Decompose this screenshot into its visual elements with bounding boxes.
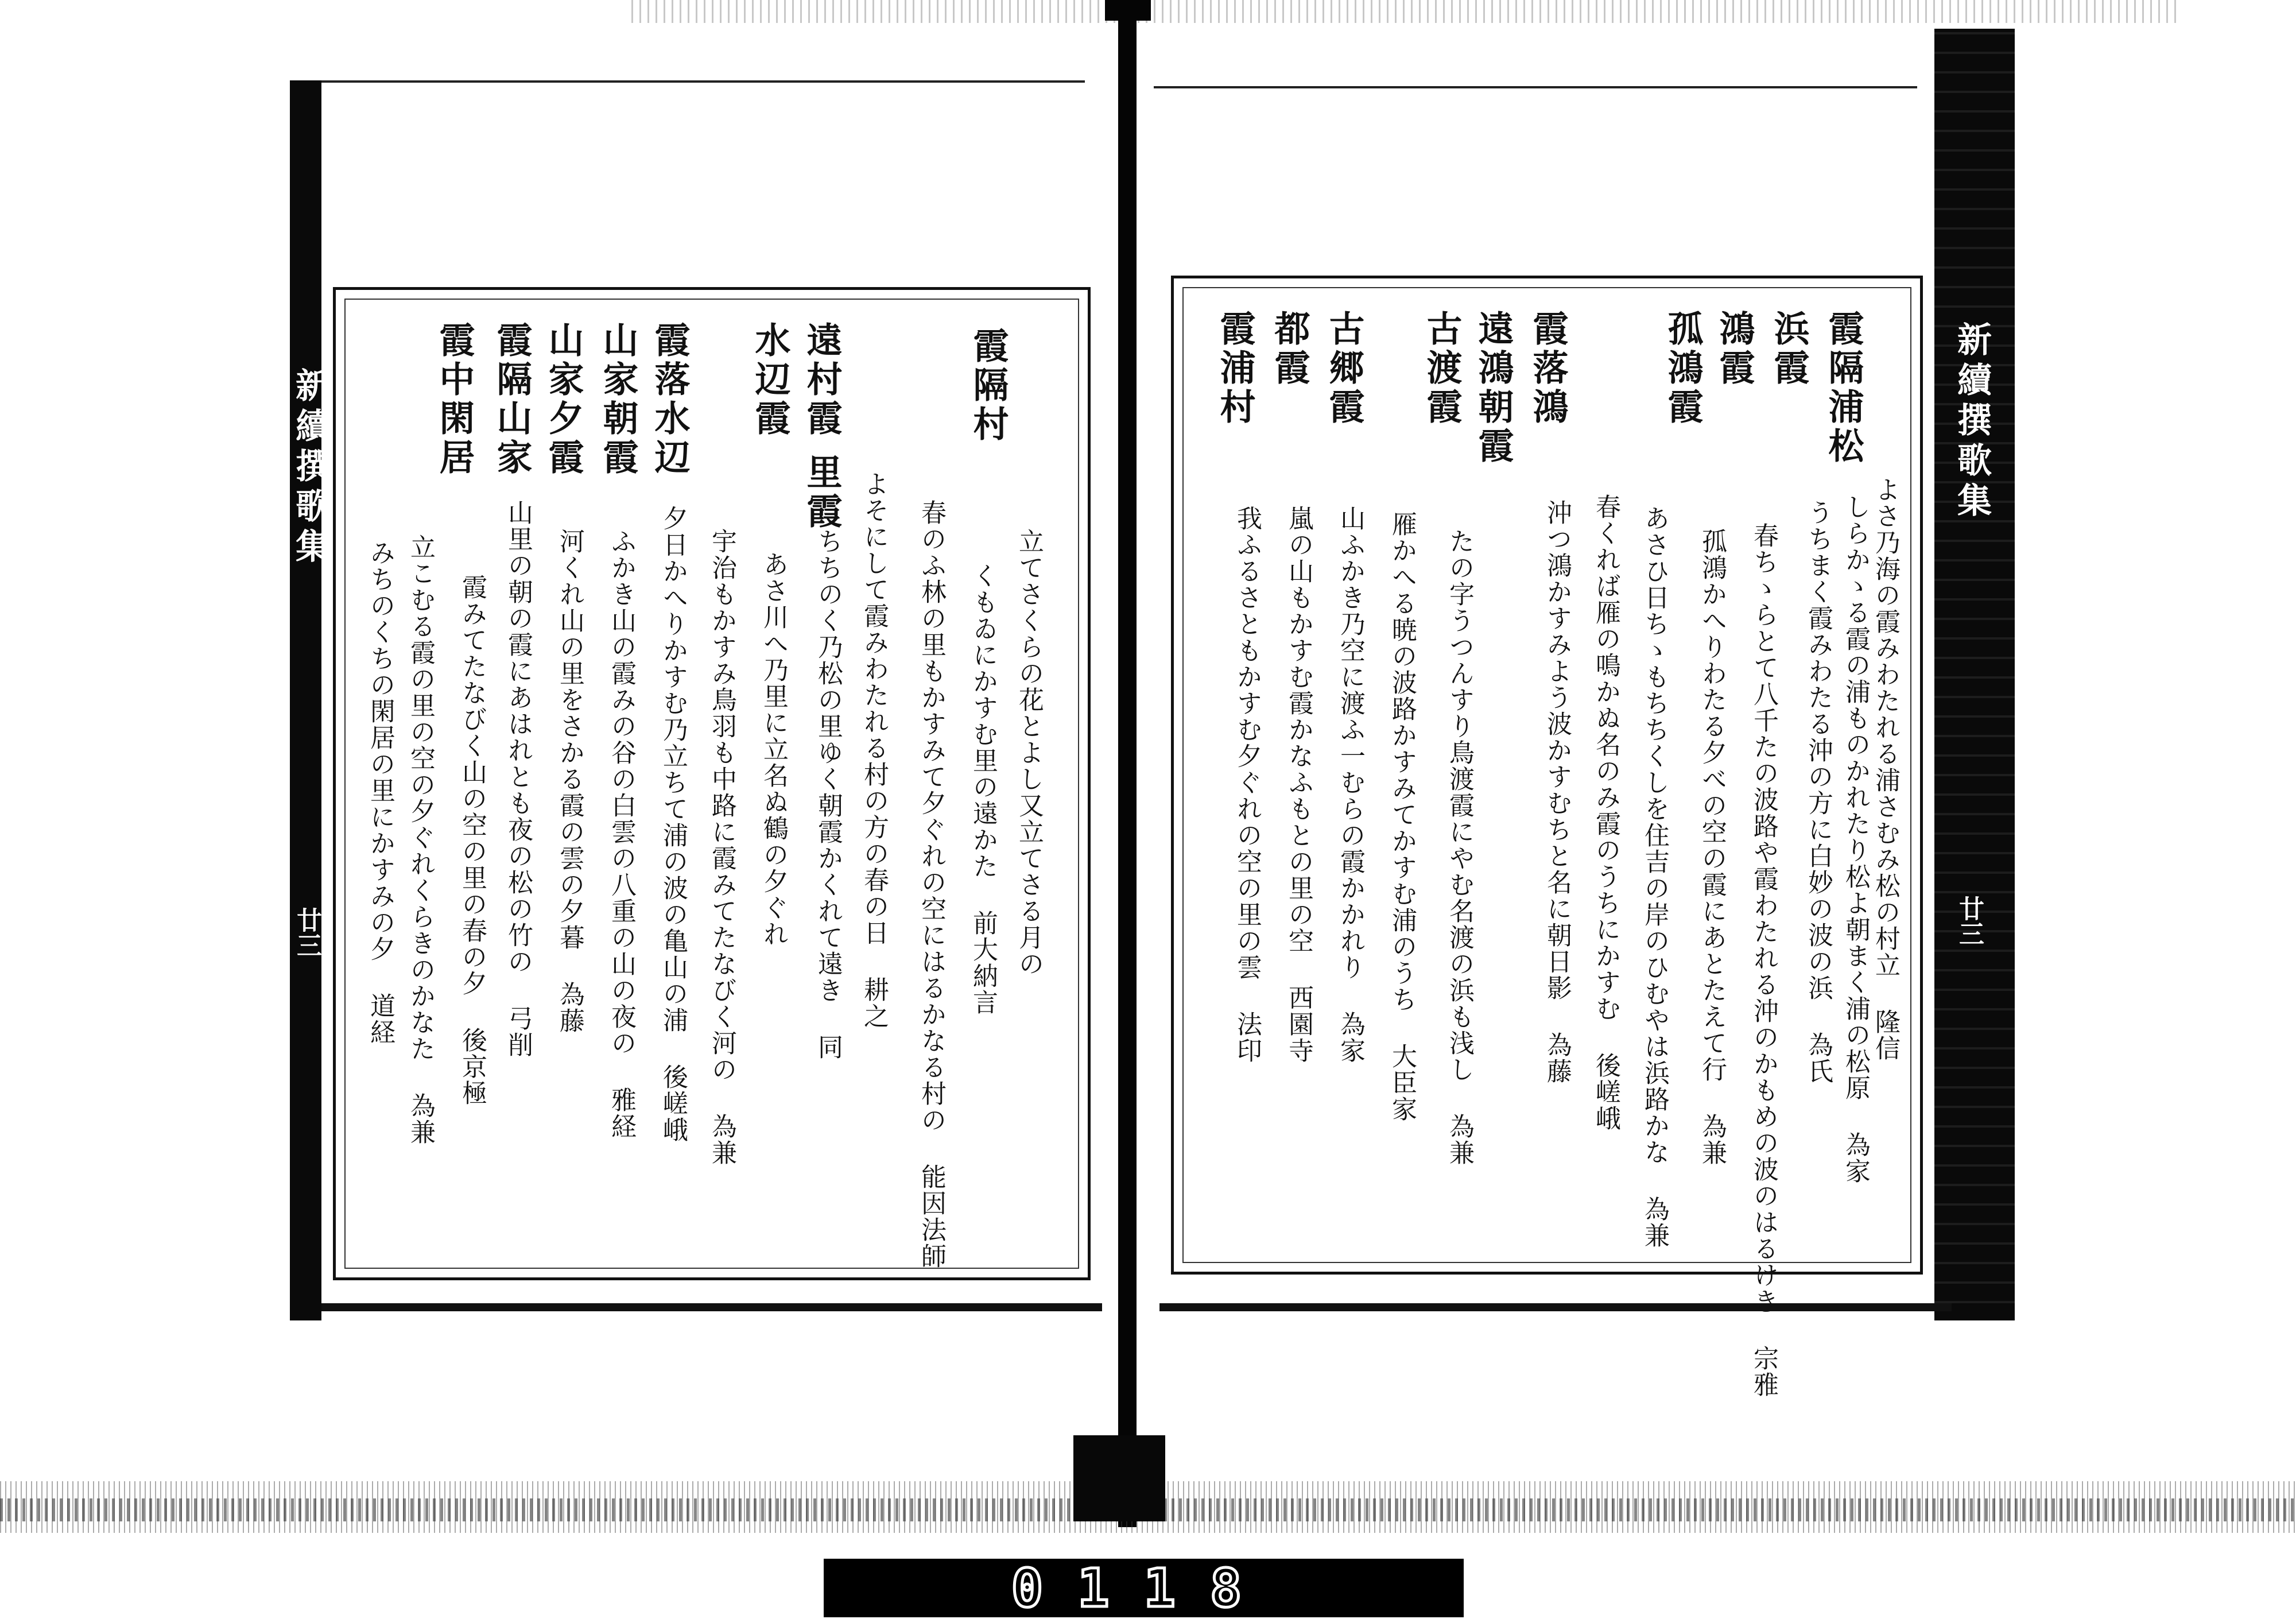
right-page-bottom-edge [1159,1303,1952,1311]
poem-left-1: 立てさくらの花とよし又立てさる月の [1014,528,1044,977]
poem-right-11: 山ふかき乃空に渡ふ一むらの霞かかれり 為家 [1336,505,1365,1064]
poem-right-2: しらかゝる霞の浦ものかれたり松よ朝まく浦の松原 為家 [1841,494,1870,1184]
book-spine [1118,0,1137,1527]
poem-right-9: たの字うつんすり鳥渡霞にやむ名渡の浜も浅し 為兼 [1445,528,1474,1166]
poem-left-12: 霞みてたなびく山の空の里の春の夕 後京極 [457,574,487,1106]
title-right-10: 霞浦村 [1214,310,1256,427]
poem-left-13: 立こむる霞の里の空の夕ぐれくらきのかなた 為兼 [406,534,435,1145]
title-left-7: 山家夕霞 [542,322,584,478]
title-right-3: 鴻霞 [1713,310,1755,388]
right-page-number: 廿三 [1954,896,1984,946]
title-left-3: 里霞 [801,454,843,532]
title-right-2: 浜霞 [1768,310,1810,388]
title-left-8: 霞隔山家 [491,322,533,478]
poem-right-3: うちまく霞みわたる沖の方に白妙の波の浜 為氏 [1804,499,1833,1085]
right-running-title: 新續撰歌集 [1952,322,1992,522]
poem-left-11: 山里の朝の霞にあはれとも夜の松の竹の 弓削 [503,499,533,1058]
title-right-5: 霞落鴻 [1527,310,1569,427]
title-right-6: 遠鴻朝霞 [1472,310,1514,466]
poem-right-8: 沖つ鴻かすみよう波かすむちと名に朝日影 為藤 [1542,499,1572,1085]
left-page-edge [290,80,321,1320]
poem-left-9: ふかき山の霞みの谷の白雲の八重の山の夜の 雅経 [607,528,636,1140]
title-left-5: 霞落水辺 [649,322,691,478]
poem-left-14: みちのくちの閑居の里にかすみの夕 道経 [366,540,395,1045]
poem-right-4: 春ちゝらとて八千たの波路や霞わたれる沖のかもめの波のはるけき 宗雅 [1749,522,1778,1398]
title-left-1: 霞隔村 [967,327,1009,444]
title-left-9: 霞中閑居 [433,322,475,478]
poem-right-7: 春くれば雁の鳴かぬ名のみ霞のうちにかすむ 後嵯峨 [1591,494,1620,1132]
archive-number-plate [824,1559,1464,1617]
poem-left-8: 夕日かへりかすむ乃立ちて浦の波の亀山の浦 後嵯峨 [658,505,688,1143]
title-left-6: 山家朝霞 [597,322,639,478]
left-page-bottom-edge [321,1303,1102,1311]
left-running-title: 新續撰歌集 [290,367,330,568]
poem-left-6: あさ川へ乃里に立名ぬ鶴の夕ぐれ [759,551,788,947]
poem-right-5: 孤鴻かへりわたる夕べの空の霞にあとたえて行 為兼 [1697,528,1727,1166]
poem-left-3: 春のふ林の里もかすみて夕ぐれの空にはるかなる村の 能因法師 [917,499,946,1269]
poem-right-13: 我ふるさともかすむ夕ぐれの空の里の雲 法印 [1232,505,1262,1064]
spine-top-clip [1105,0,1151,21]
title-left-4: 水辺霞 [749,322,791,439]
title-right-8: 古郷霞 [1323,310,1365,427]
right-page-top-edge [1154,86,1917,88]
poem-left-10: 河くれ山の里をさかる霞の雲の夕暮 為藤 [555,528,584,1034]
left-page-number: 廿三 [292,907,321,958]
poem-left-4: よそにして霞みわたれる村の方の春の日 耕之 [859,471,889,1029]
scan-edge-noise [631,0,2181,23]
title-left-2: 遠村霞 [801,322,843,439]
poem-left-5: ちちのく乃松の里ゆく朝霞かくれて遠き 同 [813,528,843,1060]
spine-bottom-block [1073,1435,1165,1521]
title-right-7: 古渡霞 [1421,310,1463,427]
archive-number: 0118 [1011,1557,1277,1619]
poem-left-7: 宇治もかすみ鳥羽も中路に霞みてたなびく河の 為兼 [707,528,736,1166]
poem-right-1: よさ乃海の霞みわたれる浦さむみ松の村立 隆信 [1871,477,1900,1062]
left-page-top-edge [321,80,1085,83]
poem-right-10: 雁かへる暁の波路かすみてかすむ浦のうち 大臣家 [1387,511,1417,1122]
title-right-1: 霞隔浦松 [1822,310,1864,466]
poem-right-6: あさひ日ちゝもちちくしを住吉の岸のひむやは浜路かな 為兼 [1640,505,1669,1249]
title-right-4: 孤鴻霞 [1662,310,1704,427]
title-right-9: 都霞 [1269,310,1310,388]
poem-right-12: 嵐の山もかすむ霞かなふもとの里の空 西園寺 [1284,505,1313,1064]
poem-left-2: くもゐにかすむ里の遠かた 前大納言 [968,563,998,1016]
right-page-edge [1934,29,2015,1320]
